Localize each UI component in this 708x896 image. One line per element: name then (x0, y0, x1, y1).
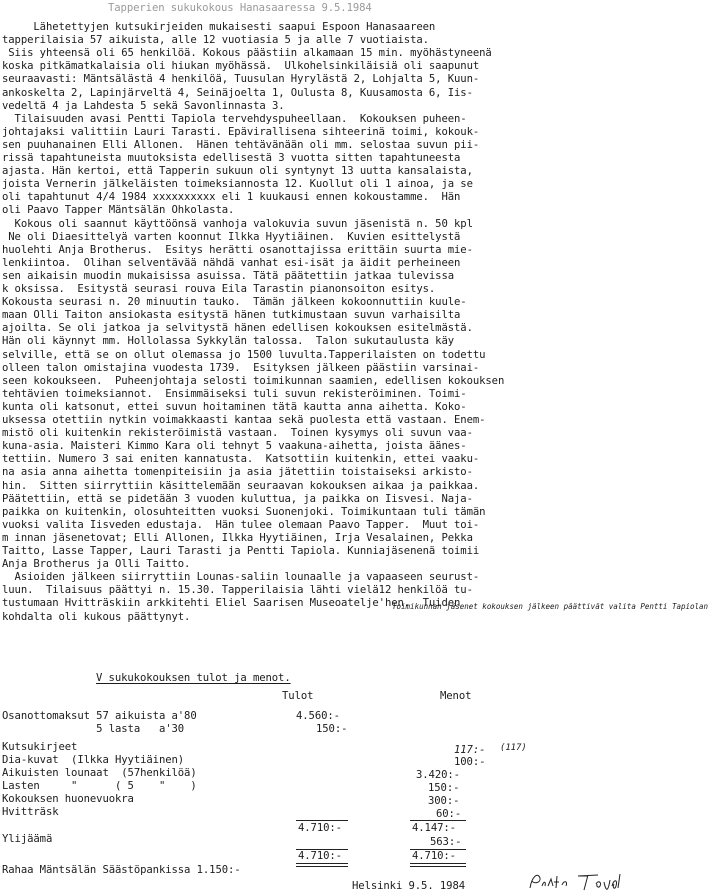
text-line: tustumaan Hvitträskiin arkkitehti Eliel Saarisen Museoatelje'hen. Tuiden (2, 597, 461, 610)
expense-row-note: (117) (500, 743, 527, 753)
text-line: oli tapahtunut 4/4 1984 xxxxxxxxxx eli 1 kuukausi ennen kokoustamme. Hän (2, 191, 461, 204)
text-line: Kokous oli saannut käyttöönsä vanhoja valokuvia suvun jäsenistä n. 50 kpl (2, 217, 473, 230)
surplus-amount: 563:- (430, 836, 462, 848)
text-line: tehtävien toimeksiannot. Ensimmäiseksi tuli suvun rekisteröiminen. Toimi- (2, 387, 467, 400)
text-line: ankoskelta 2, Lapinjärveltä 4, Seinäjoelta 1, Oulusta 8, Kuusamosta 6, Iis- (2, 86, 473, 99)
expense-row-amount: 150:- (428, 782, 460, 794)
expense-row-label: Kutsukirjeet (2, 741, 78, 753)
text-line: kunta oli katsonut, ettei suvun hoitaminen tätä kautta anna aihetta. Koko- (2, 400, 467, 413)
text-line: sen aikaisin muodin mukaisissa asuissa. Tätä päätettiin jatkaa tulevissa (2, 269, 455, 282)
text-line: Anja Brotherus ja Olli Taitto. (2, 558, 191, 571)
expense-row-label: Kokouksen huonevuokra (2, 793, 134, 805)
grand-expense-total: 4.710:- (412, 850, 456, 862)
surplus-label: Ylijäämä (2, 833, 53, 845)
text-line: johtajaksi valittiin Lauri Tarasti. Epävirallisena sihteerinä toimi, kokouk- (2, 125, 480, 138)
expense-row-amount: 100:- (454, 756, 486, 768)
expense-row-label: Lasten " ( 5 " ) (2, 780, 197, 792)
text-line: vedeltä 4 ja Lahdesta 5 sekä Savonlinnasta 3. (2, 99, 285, 112)
text-line: kuna-asia. Maisteri Kimmo Kara oli tehnyt 5 vaakuna-aihetta, joista äänes- (2, 440, 467, 453)
text-line: selville, että se on ollut olemassa jo 1500 luvulta.Tapperilaisten on todettu (2, 348, 486, 361)
text-line: rissä tapahtuneista muutoksista edellisestä 3 vuotta sitten tapahtuneesta (2, 152, 461, 164)
expense-row-amount: 117:- (454, 744, 486, 756)
income-row-amount: 4.560:- (296, 710, 340, 722)
text-line: vuoksi valita Iisveden edustaja. Hän tulee olemaan Paavo Tapper. Muut toi- (2, 518, 480, 531)
text-line: m innan jäsenetovat; Elli Allonen, Ilkka Hyytiäinen, Irja Vesalainen, Pekka (2, 531, 473, 544)
text-line: Hän oli käynnyt mm. Hollolassa Sykkylän talossa. Talon sukutaulusta käy (2, 335, 455, 348)
text-line: ajasta. Hän kertoi, että Tapperin sukuun oli syntynyt 13 uutta kansalaista, (2, 165, 473, 178)
income-row-label: Osanottomaksut 57 aikuista a'80 (2, 710, 197, 722)
expense-column-header: Menot (440, 690, 472, 702)
text-line: koska pitkämatkalaisia oli hiukan myöhässä. Ulkohelsinkiläisiä oli saapunut (2, 60, 480, 73)
income-total: 4.710:- (298, 822, 342, 834)
text-line: Siis yhteensä oli 65 henkilöä. Kokous päästiin alkamaan 15 min. myöhästyneenä (2, 47, 492, 60)
expense-row-amount: 300:- (428, 795, 460, 807)
text-line: Taitto, Lasse Tapper, Lauri Tarasti ja Pentti Tapiola. Kunniajäsenenä toimii (2, 545, 480, 557)
text-line: uksessa otettiin nytkin voimakkaasti kantaa sekä puolesta että vastaan. Enem- (2, 414, 486, 426)
expense-row-label: Hvitträsk (2, 806, 59, 818)
accounts-title: V sukukokouksen tulot ja menot. (96, 672, 291, 684)
text-line: mistö oli kuitenkin rekisteröimistä vastaan. Toinen kysymys oli suvun vaa- (2, 427, 473, 440)
handwritten-note: Toimikunnan jäsenet kokouksen jälkeen päättivät valita Pentti Tapiolan (392, 602, 708, 611)
text-line: oli Paavo Tapper Mäntsälän Ohkolasta. (2, 204, 235, 217)
text-line: paikka on kuitenkin, olosuhteitten vuoksi Suonenjoki. Toimikuntaan tuli tämän (2, 505, 486, 518)
page-header: Tapperien sukukokous Hanasaaressa 9.5.1984 (108, 2, 372, 14)
income-subtotal-rule (296, 820, 348, 821)
text-line: Ne oli Diaesittelyä varten koonnut Ilkka Hyytiäinen. Kuvien esittelystä (2, 230, 461, 243)
place-date: Helsinki 9.5. 1984 (352, 880, 466, 892)
text-line: Kokousta seurasi n. 20 minuutin tauko. Tämän jälkeen kokoonnuttiin kuule- (2, 296, 467, 309)
text-line: olleen talon omistajina vuodesta 1739. Esityksen jälkeen päästiin varsinai- (2, 361, 480, 374)
text-line: k oksissa. Esitystä seurasi rouva Eila Tarastin pianonsoiton esitys. (2, 283, 436, 295)
grand-total-double-rule (410, 863, 466, 867)
expense-total: 4.147:- (412, 822, 456, 834)
grand-total-double-rule (296, 863, 348, 867)
expense-row-label: Dia-kuvat (Ilkka Hyytiäinen) (2, 754, 185, 766)
expense-row-label: Aikuisten lounaat (57henkilöä) (2, 767, 197, 779)
text-line: huolehti Anja Brotherus. Esitys herätti osanottajissa erittäin suurta mie- (2, 243, 473, 256)
income-row-amount: 150:- (316, 723, 348, 735)
text-line: lenkiintoa. Olihan selventävää nähdä vanhat esi-isät ja äidit perheineen (2, 256, 461, 269)
text-line: kohdalta oli kukous päättynyt. (2, 610, 191, 623)
text-line: tettiin. Numero 3 sai eniten kannatusta. Katsottiin kuitenkin, ettei vaaku- (2, 453, 480, 466)
signature-image (526, 868, 636, 894)
expense-subtotal-rule (410, 820, 466, 821)
text-line: Lähetettyjen kutsukirjeiden mukaisesti saapui Espoon Hanasaareen (2, 21, 436, 33)
text-line: ajoilta. Se oli jatkoa ja selvitystä hänen edellisen kokouksen esitelmästä. (2, 322, 473, 335)
text-line: Asioiden jälkeen siirryttiin Lounas-saliin lounaalle ja vapaaseen seurust- (2, 571, 480, 584)
income-column-header: Tulot (282, 690, 314, 702)
expense-row-amount: 3.420:- (416, 769, 460, 781)
text-line: tapperilaisia 57 aikuista, alle 12 vuotiasia 5 ja alle 7 vuotiaista. (2, 34, 429, 47)
text-line: seuraavasti: Mäntsälästä 4 henkilöä, Tuusulan Hyrylästä 2, Lohjalta 5, Kuun- (2, 73, 480, 86)
text-line: sen puuhanainen Elli Allonen. Hänen tehtävänään oli mm. selostaa suvun pii- (2, 138, 480, 151)
expense-row-amount: 60:- (436, 808, 462, 820)
text-line: luun. Tilaisuus päättyi n. 15.30. Tapperilaisia lähti vielä12 henkilöä tu- (2, 584, 473, 597)
bank-note: Rahaa Mäntsälän Säästöpankissa 1.150:- (2, 864, 241, 876)
text-line: Päätettiin, että se pidetään 3 vuoden kuluttua, ja paikka on Iisvesi. Naja- (2, 492, 473, 505)
grand-income-total: 4.710:- (298, 850, 342, 862)
text-line: hin. Sitten siirryttiin käsittelemään seuraavan kokouksen aikaa ja paikkaa. (2, 479, 480, 492)
text-line: seen kokoukseen. Puheenjohtaja selosti toimikunnan saamien, edellisen kokouksen (2, 374, 505, 387)
income-row-label: 5 lasta a'30 (2, 723, 185, 735)
text-line: maan Olli Taiton ansiokasta esitystä hänen tutkimustaan suvun varhaisilta (2, 309, 461, 322)
text-line: Tilaisuuden avasi Pentti Tapiola tervehdyspuheellaan. Kokouksen puheen- (2, 112, 467, 125)
text-line: joista Vernerin jälkeläisten toimeksiannosta 12. Kuollut oli 1 ainoa, ja se (2, 178, 473, 191)
text-line: na asia anna aihetta tomenpiteisiin ja asia jätettiin toistaiseksi arkisto- (2, 466, 473, 479)
